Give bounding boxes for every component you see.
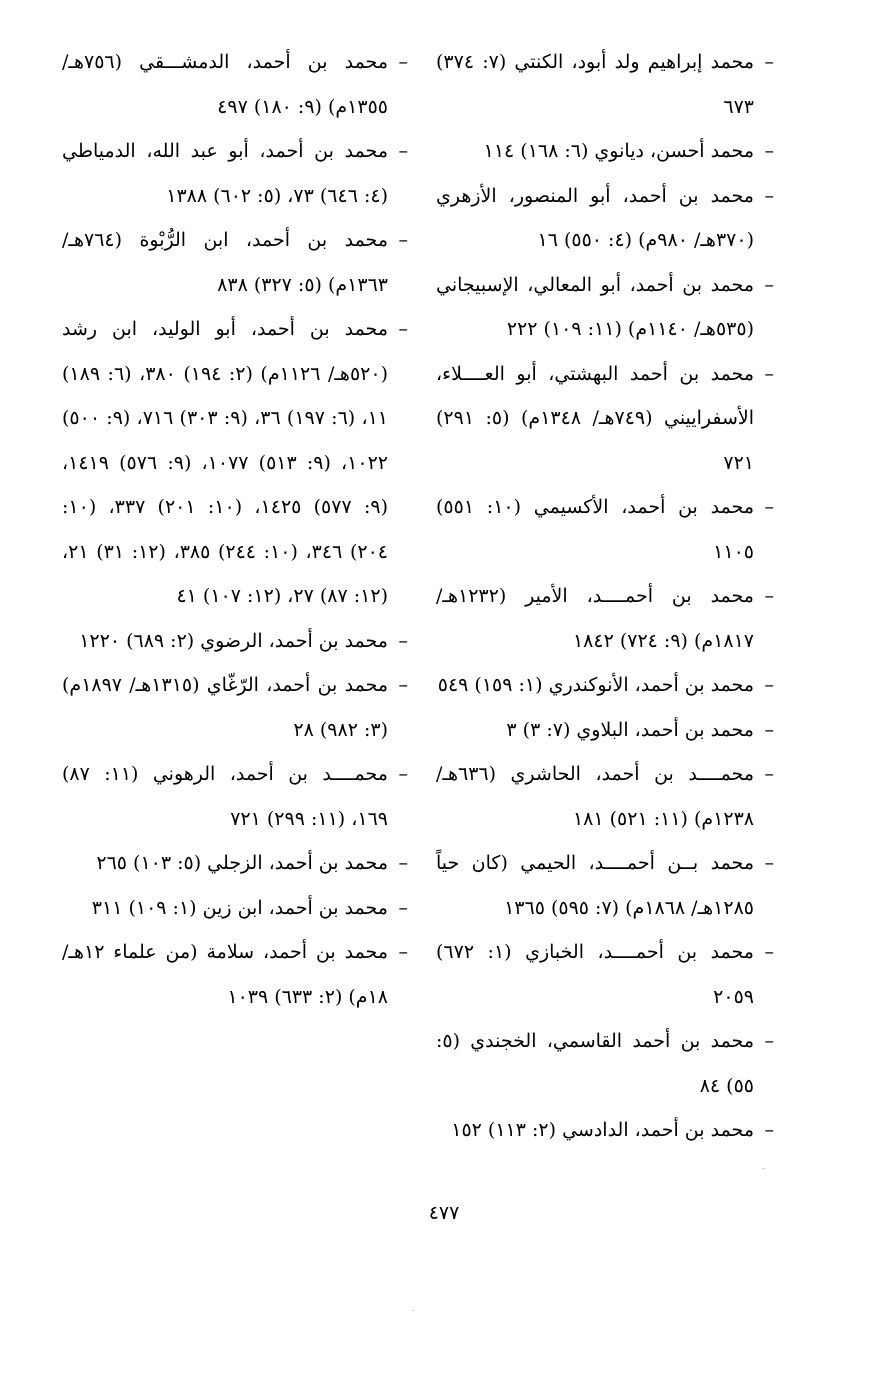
index-entry: – محمد بن أحمد، الرّغّاي (١٣١٥هـ/ ١٨٩٧م) (٣: ٩٨٢) ٢٨	[62, 663, 402, 752]
index-entry: – محمد بن أحمد، ابن زين (١: ١٠٩) ٣١١	[62, 886, 402, 931]
index-entry: – محمد بن أحمد، سلامة (من علماء ١٢هـ/ ١٨م) (٢: ٦٣٣) ١٠٣٩	[62, 930, 402, 1019]
index-entry: – محمد بن أحمد، الأنوكندري (١: ١٥٩) ٥٤٩	[436, 663, 768, 708]
index-entry: – محمــــد بن أحمد، الرهوني (١١: ٨٧) ١٦٩، (١١: ٢٩٩) ٧٢١	[62, 752, 402, 841]
index-entry: – محمد بن أحمد، الدادسي (٢: ١١٣) ١٥٢	[436, 1108, 768, 1153]
index-entry: – محمد بن أحمد، الرضوي (٢: ٦٨٩) ١٢٢٠	[62, 619, 402, 664]
index-entry: – محمد أحسن، ديانوي (٦: ١٦٨) ١١٤	[436, 129, 768, 174]
scan-speck	[762, 1168, 765, 1169]
index-entry: – محمد بن أحمد، الدمشـــقي (٧٥٦هـ/ ١٣٥٥م) (٩: ١٨٠) ٤٩٧	[62, 40, 402, 129]
index-entry: – محمد بن أحمد، ابن الرُّبْوة (٧٦٤هـ/ ١٣٦٣م) (٥: ٣٢٧) ٨٣٨	[62, 218, 402, 307]
index-entry: – محمد بن أحمــــد، الأمير (١٢٣٢هـ/ ١٨١٧م) (٩: ٧٢٤) ١٨٤٢	[436, 574, 768, 663]
index-entry: – محمد بــن أحمــــد، الحيمي (كان حياً ١٢٨٥هـ/ ١٨٦٨م) (٧: ٥٩٥) ١٣٦٥	[436, 841, 768, 930]
index-entry: – محمد بن أحمد، الزجلي (٥: ١٠٣) ٢٦٥	[62, 841, 402, 886]
index-entry: – محمــــد بن أحمد، الحاشري (٦٣٦هـ/ ١٢٣٨م) (١١: ٥٢١) ١٨١	[436, 752, 768, 841]
scan-speck	[412, 1310, 415, 1311]
index-column-left	[62, 40, 402, 1019]
page-number: ٤٧٧	[428, 1202, 460, 1224]
index-entry: – محمد إبراهيم ولد أبود، الكنتي (٧: ٣٧٤) ٦٧٣	[436, 40, 768, 129]
index-entry: – محمد بن أحمد، أبو الوليد، ابن رشد (٥٢٠هـ/ ١١٢٦م) (٢: ١٩٤) ٣٨٠، (٦: ١٨٩) ١١، (٦: ١٩٧) ٣٦، (٩: ٣٠٣) ٧١٦، (٩: ٥٠٠) ١٠٢٢، (٩: ٥١٣) ١٠٧٧، (٩: ٥٧٦) ١٤١٩، (٩: ٥٧٧) ١٤٢٥، (١٠: ٢٠١) ٣٣٧، (١٠: ٢٠٤) ٣٤٦، (١٠: ٢٤٤) ٣٨٥، (١٢: ٣١) ٢١، (١٢: ٨٧) ٢٧، (١٢: ١٠٧) ٤١	[62, 307, 402, 619]
index-entry: – محمد بن أحمد القاسمي، الخجندي (٥: ٥٥) ٨٤	[436, 1019, 768, 1108]
index-entry: – محمد بن أحمد، أبو المعالي، الإسبيجاني (٥٣٥هـ/ ١١٤٠م) (١١: ١٠٩) ٢٢٢	[436, 263, 768, 352]
index-entry: – محمد بن أحمــــد، الخبازي (١: ٦٧٢) ٢٠٥٩	[436, 930, 768, 1019]
index-entry: – محمد بن أحمد البهشتي، أبو العــــلاء، الأسفراييني (٧٤٩هـ/ ١٣٤٨م) (٥: ٢٩١) ٧٢١	[436, 352, 768, 486]
index-entry: – محمد بن أحمد، الأكسيمي (١٠: ٥٥١) ١١٠٥	[436, 485, 768, 574]
index-entry: – محمد بن أحمد، البلاوي (٧: ٣) ٣	[436, 708, 768, 753]
index-entry: – محمد بن أحمد، أبو عبد الله، الدمياطي (٤: ٦٤٦) ٧٣، (٥: ٦٠٢) ١٣٨٨	[62, 129, 402, 218]
index-entry: – محمد بن أحمد، أبو المنصور، الأزهري (٣٧٠هـ/ ٩٨٠م) (٤: ٥٥٠) ١٦	[436, 174, 768, 263]
index-column-right	[436, 40, 768, 1153]
